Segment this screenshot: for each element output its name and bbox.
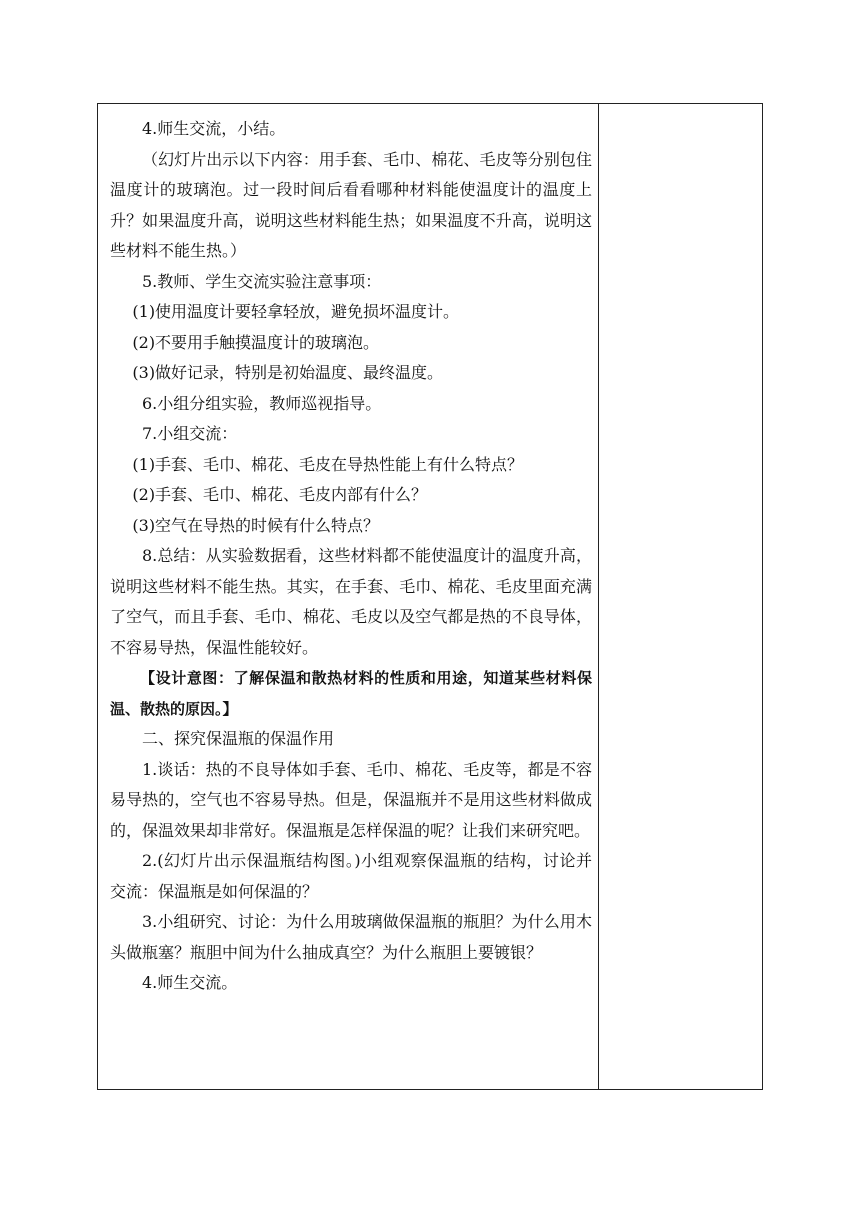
paragraph-question-3: (3)空气在导热的时候有什么特点？: [132, 515, 380, 535]
paragraph-note-1: (1)使用温度计要轻拿轻放，避免损坏温度计。: [132, 302, 460, 321]
paragraph-note-2: (2)不要用手触摸温度计的玻璃泡。: [132, 332, 380, 352]
paragraph-step4-exchange: 4.师生交流，小结。: [142, 119, 286, 138]
paragraph-slide-content: （幻灯片出示以下内容：用手套、毛巾、棉花、毛皮等分别包住温度计的玻璃泡。过一段时间后看看哪种材料能使温度计的温度上升？如果温度升高，说明这些材料能生热；如果温度不升高，说明这些材料不能生热。）: [110, 149, 592, 260]
paragraph-step7-group: 7.小组交流：: [142, 424, 238, 443]
paragraph-section2-step2: 2.(幻灯片出示保温瓶结构图。)小组观察保温瓶的结构，讨论并交流：保温瓶是如何保温的？: [110, 851, 592, 901]
paragraph-section2-step4: 4.师生交流。: [142, 973, 238, 992]
section-2-title: 二、探究保温瓶的保温作用: [142, 729, 335, 748]
paragraph-design-intent: 【设计意图：了解保温和散热材料的性质和用途，知道某些材料保温、散热的原因。】: [110, 669, 592, 718]
paragraph-step6-group: 6.小组分组实验，教师巡视指导。: [142, 393, 382, 413]
paragraph-section2-step3: 3.小组研究、讨论：为什么用玻璃做保温瓶的瓶胆？为什么用木头做瓶塞？瓶胆中间为什么抽成真空？为什么瓶胆上要镀银？: [110, 912, 592, 962]
lesson-plan-table: [97, 103, 763, 1090]
paragraph-step8-summary: 8.总结：从实验数据看，这些材料都不能使温度计的温度升高，说明这些材料不能生热。其实，在手套、毛巾、棉花、毛皮里面充满了空气，而且手套、毛巾、棉花、毛皮以及空气都是热的不良导体，不容易导热，保温性能较好。: [110, 546, 592, 657]
paragraph-question-2: (2)手套、毛巾、棉花、毛皮内部有什么？: [132, 485, 428, 504]
paragraph-step5-notes: 5.教师、学生交流实验注意事项：: [142, 271, 382, 291]
paragraph-note-3: (3)做好记录，特别是初始温度、最终温度。: [132, 363, 444, 382]
paragraph-section2-step1: 1.谈话：热的不良导体如手套、毛巾、棉花、毛皮等，都是不容易导热的，空气也不容易导热。但是，保温瓶并不是用这些材料做成的，保温效果却非常好。保温瓶是怎样保温的呢？让我们来研究吧。: [110, 759, 592, 840]
teaching-process-cell: [98, 104, 599, 1089]
paragraph-question-1: (1)手套、毛巾、棉花、毛皮在导热性能上有什么特点？: [132, 454, 524, 474]
notes-cell: [599, 104, 762, 1089]
